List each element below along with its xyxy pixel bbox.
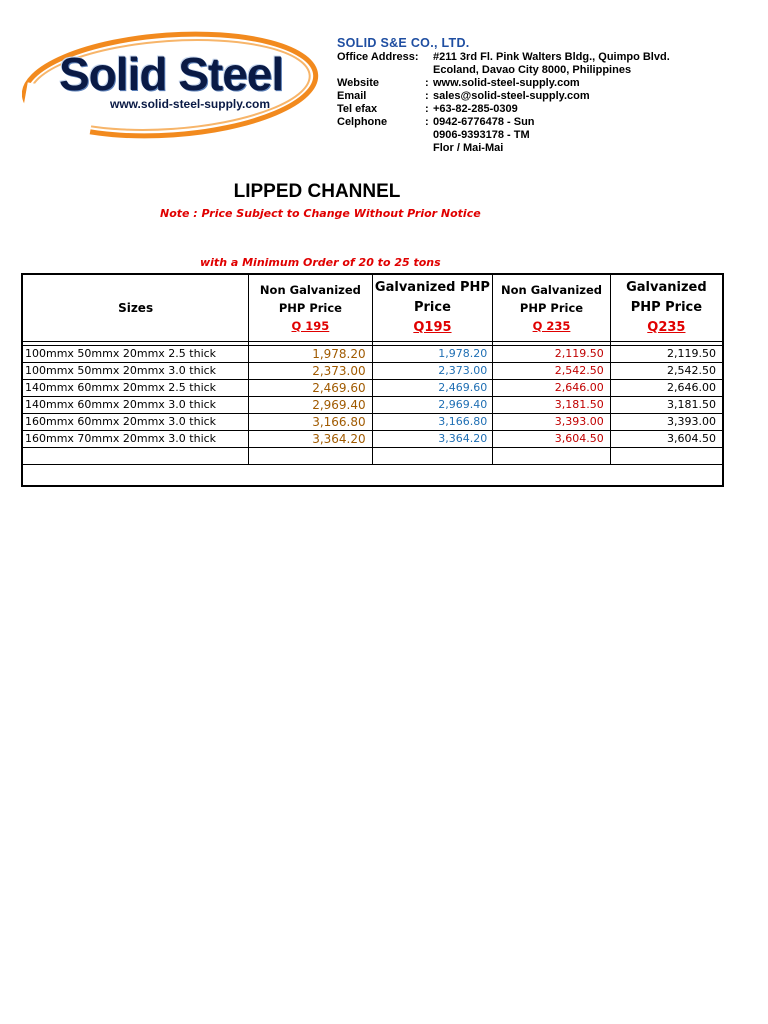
table-row <box>22 396 723 413</box>
header-nongalv-q235 <box>493 274 611 341</box>
email-label: Email <box>337 90 367 102</box>
header-line: PHP Price <box>630 299 703 315</box>
minimum-order-note: with a Minimum Order of 20 to 25 tons <box>200 256 441 269</box>
header-grade: Q 235 <box>532 318 571 333</box>
price-cell: 2,469.60 <box>249 379 372 396</box>
table-header-row <box>22 274 723 341</box>
colon: : <box>425 77 429 89</box>
size-cell: 160mmx 60mmx 20mmx 3.0 thick <box>22 413 249 430</box>
celphone-label: Celphone <box>337 116 388 128</box>
office-label: Office Address: <box>337 51 419 63</box>
price-cell: 3,393.00 <box>610 413 723 430</box>
header-line: Galvanized <box>626 279 707 295</box>
price-cell: 3,604.50 <box>610 430 723 447</box>
size-cell: 100mmx 50mmx 20mmx 3.0 thick <box>22 362 249 379</box>
header-line: PHP Price <box>278 300 342 315</box>
price-cell: 2,469.60 <box>372 379 493 396</box>
logo-url: www.solid-steel-supply.com <box>110 97 271 111</box>
price-cell: 2,373.00 <box>249 362 372 379</box>
page-title: LIPPED CHANNEL <box>233 181 401 202</box>
email-row <box>337 90 590 103</box>
table-row-empty <box>22 464 723 486</box>
price-cell: 3,604.50 <box>493 430 611 447</box>
telefax-value: +63-82-285-0309 <box>433 103 518 115</box>
header-galv-q195 <box>372 274 493 341</box>
price-cell: 2,646.00 <box>493 379 611 396</box>
celphone-value-2: 0906-9393178 - TM <box>433 129 530 141</box>
header-line: PHP Price <box>519 300 584 315</box>
header-sizes: Sizes <box>22 274 249 341</box>
price-cell: 2,969.40 <box>249 396 372 413</box>
colon: : <box>425 90 429 102</box>
price-cell: 3,393.00 <box>493 413 611 430</box>
price-cell: 3,181.50 <box>610 396 723 413</box>
header-line: Non Galvanized <box>501 282 602 297</box>
size-cell: 160mmx 70mmx 20mmx 3.0 thick <box>22 430 249 447</box>
price-cell: 3,166.80 <box>249 413 372 430</box>
size-cell: 140mmx 60mmx 20mmx 3.0 thick <box>22 396 249 413</box>
celphone-value-1: 0942-6776478 - Sun <box>433 116 535 128</box>
colon: : <box>425 116 429 128</box>
table-row <box>22 362 723 379</box>
price-cell: 2,542.50 <box>493 362 611 379</box>
price-note: Note : Price Subject to Change Without Prior Notice <box>160 207 481 220</box>
website-row <box>337 77 580 90</box>
price-cell: 2,646.00 <box>610 379 723 396</box>
size-cell: 140mmx 60mmx 20mmx 2.5 thick <box>22 379 249 396</box>
table-row <box>22 413 723 430</box>
celphone-contacts: Flor / Mai-Mai <box>433 142 504 154</box>
email-value[interactable]: sales@solid-steel-supply.com <box>433 90 590 102</box>
celphone-row-2 <box>337 129 530 142</box>
table-row-empty <box>22 447 723 464</box>
header-grade: Q195 <box>413 319 452 335</box>
price-cell: 2,373.00 <box>372 362 493 379</box>
header-line: Price <box>413 299 451 315</box>
header-grade: Q235 <box>647 319 686 335</box>
colon: : <box>425 103 429 115</box>
price-cell: 1,978.20 <box>249 345 372 362</box>
header-nongalv-q195 <box>249 274 372 341</box>
price-cell: 2,542.50 <box>610 362 723 379</box>
price-cell: 3,364.20 <box>372 430 493 447</box>
celphone-row-3 <box>337 142 504 155</box>
price-cell: 3,181.50 <box>493 396 611 413</box>
price-cell: 3,364.20 <box>249 430 372 447</box>
price-cell: 2,119.50 <box>610 345 723 362</box>
office-line1: #211 3rd Fl. Pink Walters Bldg., Quimpo Blvd. <box>433 51 670 63</box>
header-galv-q235 <box>610 274 723 341</box>
company-info <box>337 36 670 155</box>
telefax-row <box>337 103 518 116</box>
office-address-row-2 <box>337 64 632 77</box>
table-row <box>22 430 723 447</box>
price-cell: 2,119.50 <box>493 345 611 362</box>
telefax-label: Tel efax <box>337 103 378 115</box>
office-line2: Ecoland, Davao City 8000, Philippines <box>433 64 632 76</box>
header-line: Galvanized PHP <box>374 279 490 295</box>
header-grade: Q 195 <box>291 318 330 333</box>
table-row <box>22 379 723 396</box>
company-logo <box>22 30 342 142</box>
company-name: SOLID S&E CO., LTD. <box>337 36 470 50</box>
price-table <box>21 273 724 487</box>
website-value[interactable]: www.solid-steel-supply.com <box>433 77 580 89</box>
table-row <box>22 345 723 362</box>
celphone-row <box>337 116 535 129</box>
office-address-row <box>337 51 670 64</box>
logo-wordmark: Solid Steel <box>59 48 284 100</box>
size-cell: 100mmx 50mmx 20mmx 2.5 thick <box>22 345 249 362</box>
price-cell: 3,166.80 <box>372 413 493 430</box>
price-cell: 2,969.40 <box>372 396 493 413</box>
price-cell: 1,978.20 <box>372 345 493 362</box>
header-line: Non Galvanized <box>259 282 361 297</box>
website-label: Website <box>337 77 379 89</box>
